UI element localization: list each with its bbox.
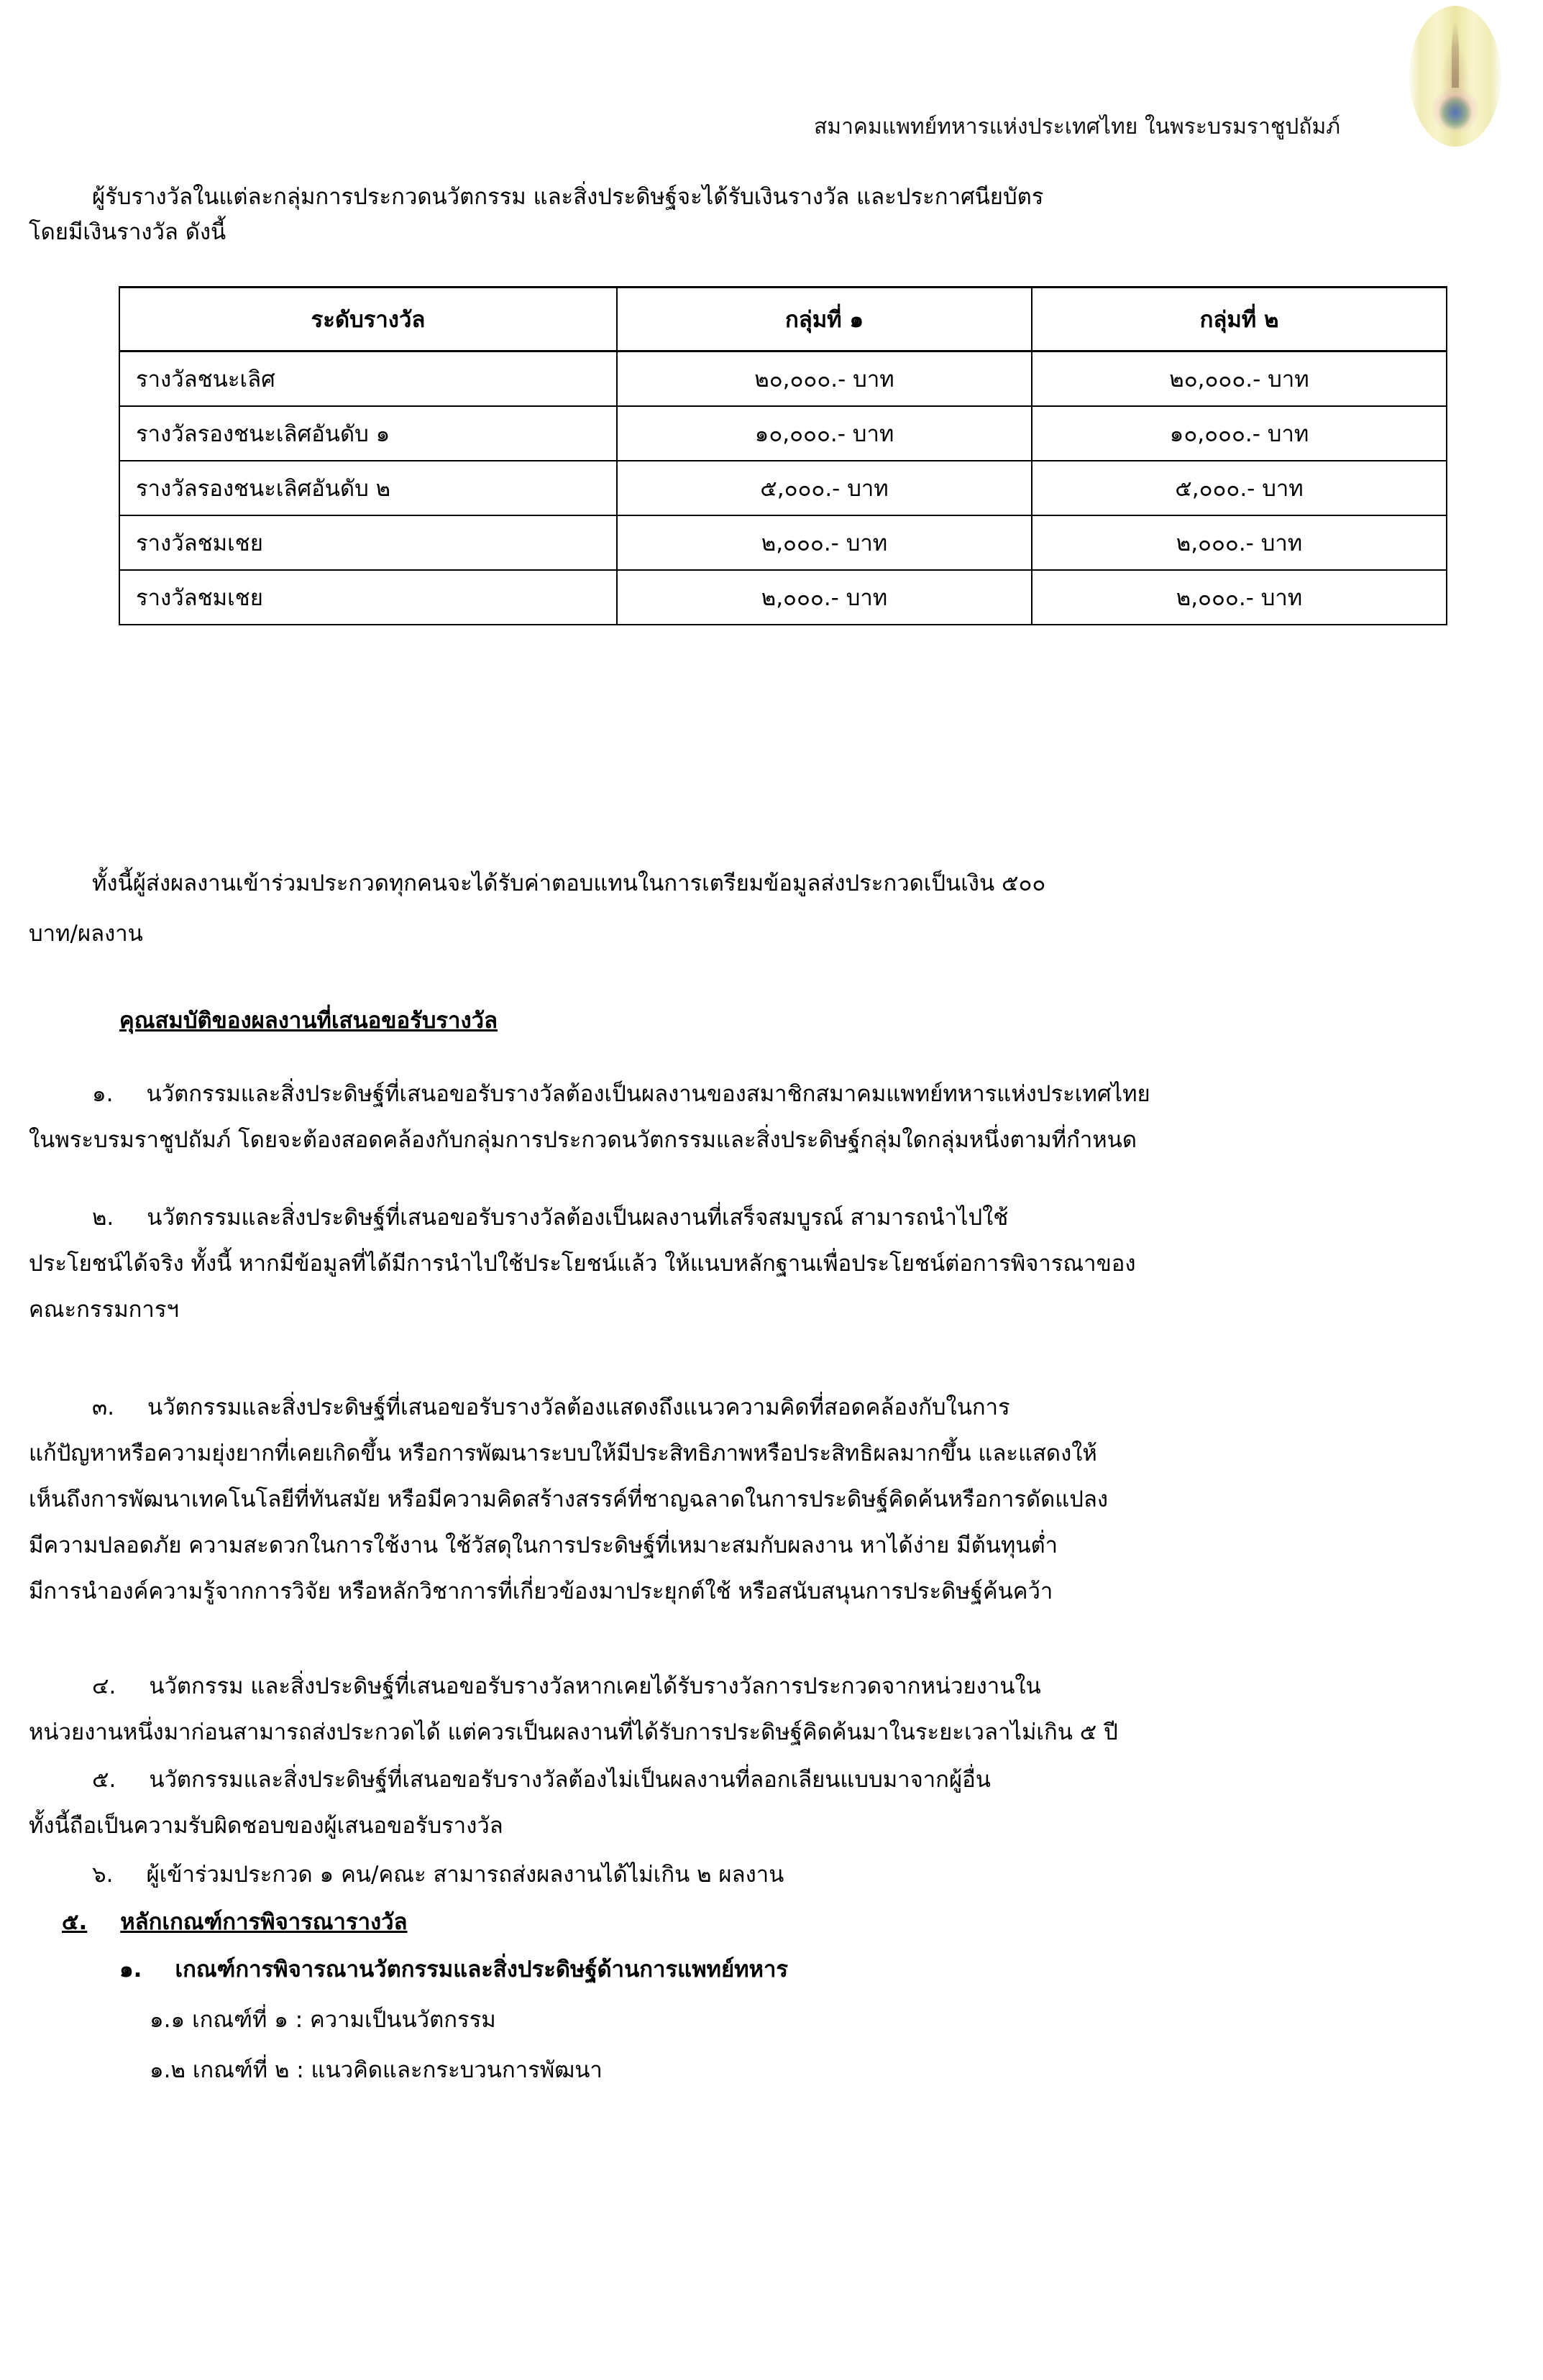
cell-level: รางวัลรองชนะเลิศอันดับ ๒ — [119, 461, 617, 515]
association-emblem-icon — [1409, 6, 1501, 147]
table-row — [119, 406, 1447, 461]
qualification-item-4-line2 — [29, 1715, 1511, 1750]
item-3-number: ๓. — [92, 1395, 115, 1420]
intro-line-1: ผู้รับรางวัลในแต่ละกลุ่มการประกวดนวัตกรรม และสิ่งประดิษฐ์จะได้รับเงินรางวัล และประกาศนียบัตร — [92, 184, 1044, 210]
cell-level: รางวัลชมเชย — [119, 570, 617, 625]
qualification-item-3-line3 — [29, 1482, 1511, 1517]
after-table-line-2: บาท/ผลงาน — [29, 921, 143, 947]
column-header-level: ระดับรางวัล — [119, 288, 617, 352]
cell-level: รางวัลชมเชย — [119, 515, 617, 570]
column-header-group2: กลุ่มที่ ๒ — [1032, 288, 1447, 352]
qualification-item-2-line2 — [29, 1246, 1511, 1282]
intro-line-2: โดยมีเงินรางวัล ดังนี้ — [29, 219, 226, 245]
cell-level: รางวัลรองชนะเลิศอันดับ ๑ — [119, 406, 617, 461]
qualification-item-2-line3 — [29, 1292, 1511, 1328]
qualification-item-5 — [29, 1763, 1511, 1798]
cell-level: รางวัลชนะเลิศ — [119, 352, 617, 407]
qualification-item-5-line2 — [29, 1809, 1511, 1844]
qualification-item-1 — [29, 1077, 1511, 1112]
cell-group1: ๒,๐๐๐.- บาท — [617, 515, 1032, 570]
item-6-number: ๖. — [92, 1862, 114, 1888]
item-5-number: ๕. — [92, 1767, 116, 1793]
page-header — [0, 0, 1543, 165]
qualification-item-4 — [29, 1669, 1511, 1704]
cell-group1: ๒๐,๐๐๐.- บาท — [617, 352, 1032, 407]
qualification-item-3 — [29, 1390, 1511, 1425]
after-table-line-1: ทั้งนี้ผู้ส่งผลงานเข้าร่วมประกวดทุกคนจะได้รับค่าตอบแทนในการเตรียมข้อมูลส่งประกวดเป็นเงิน ๕๐๐ — [92, 870, 1046, 896]
table-header-row — [119, 288, 1447, 352]
criteria-subsection-number: ๑. — [119, 1957, 142, 1982]
item-5-line-1: นวัตกรรมและสิ่งประดิษฐ์ที่เสนอขอรับรางวัลต้องไม่เป็นผลงานที่ลอกเลียนแบบมาจากผู้อื่น — [149, 1767, 991, 1793]
table-row — [119, 570, 1447, 625]
item-4-line-2: หน่วยงานหนึ่งมาก่อนสามารถส่งประกวดได้ แต่ควรเป็นผลงานที่ได้รับการประดิษฐ์คิดค้นมาในระยะเวลาไม่เกิน ๕ ปี — [29, 1719, 1118, 1745]
qualification-item-2 — [29, 1200, 1511, 1236]
table-row — [119, 515, 1447, 570]
item-1-line-1: นวัตกรรมและสิ่งประดิษฐ์ที่เสนอขอรับรางวัลต้องเป็นผลงานของสมาชิกสมาคมแพทย์ทหารแห่งประเทศไทย — [146, 1081, 1150, 1107]
item-3-line-5: มีการนำองค์ความรู้จากการวิจัย หรือหลักวิชาการที่เกี่ยวข้องมาประยุกต์ใช้ หรือสนับสนุนการประดิษฐ์ค้นคว้า — [29, 1579, 1053, 1604]
cell-group1: ๕,๐๐๐.- บาท — [617, 461, 1032, 515]
criteria-section-heading-row — [62, 1906, 408, 1938]
item-4-line-1: นวัตกรรม และสิ่งประดิษฐ์ที่เสนอขอรับรางวัลหากเคยได้รับรางวัลการประกวดจากหน่วยงานใน — [149, 1673, 1041, 1699]
item-2-line-2: ประโยชน์ได้จริง ทั้งนี้ หากมีข้อมูลที่ได้มีการนำไปใช้ประโยชน์แล้ว ให้แนบหลักฐานเพื่อประโยชน์ต่อการพิจารณาของ — [29, 1251, 1136, 1277]
cell-group1: ๒,๐๐๐.- บาท — [617, 570, 1032, 625]
criteria-subsection-heading-row — [119, 1954, 788, 1985]
item-2-line-1: นวัตกรรมและสิ่งประดิษฐ์ที่เสนอขอรับรางวัลต้องเป็นผลงานที่เสร็จสมบูรณ์ สามารถนำไปใช้ — [147, 1205, 1009, 1231]
qualification-item-1-line2 — [29, 1123, 1511, 1158]
item-3-line-1: นวัตกรรมและสิ่งประดิษฐ์ที่เสนอขอรับรางวัลต้องแสดงถึงแนวความคิดที่สอดคล้องกับในการ — [147, 1395, 1010, 1420]
prize-table-head — [119, 288, 1447, 352]
criteria-item-2: ๑.๒ เกณฑ์ที่ ๒ : แนวคิดและกระบวนการพัฒนา — [150, 2057, 603, 2083]
item-3-line-3: เห็นถึงการพัฒนาเทคโนโลยีที่ทันสมัย หรือมีความคิดสร้างสรรค์ที่ชาญฉลาดในการประดิษฐ์คิดค้นหรือการดัดแปลง — [29, 1487, 1109, 1512]
qualification-item-6 — [92, 1859, 784, 1890]
qualifications-heading: คุณสมบัติของผลงานที่เสนอขอรับรางวัล — [119, 1008, 498, 1034]
table-row — [119, 352, 1447, 407]
qualification-item-3-line4 — [29, 1528, 1511, 1563]
prize-table-body — [119, 352, 1447, 625]
item-5-line-2: ทั้งนี้ถือเป็นความรับผิดชอบของผู้เสนอขอรับรางวัล — [29, 1813, 503, 1839]
column-header-group1: กลุ่มที่ ๑ — [617, 288, 1032, 352]
item-1-line-2: ในพระบรมราชูปถัมภ์ โดยจะต้องสอดคล้องกับกลุ่มการประกวดนวัตกรรมและสิ่งประดิษฐ์กลุ่มใดกลุ่มหนึ่งตามที่กำหนด — [29, 1127, 1137, 1153]
criteria-section-number: ๕. — [62, 1909, 88, 1935]
criteria-section-heading: หลักเกณฑ์การพิจารณารางวัล — [120, 1909, 408, 1935]
item-6-line-1: ผู้เข้าร่วมประกวด ๑ คน/คณะ สามารถส่งผลงานได้ไม่เกิน ๒ ผลงาน — [146, 1862, 784, 1888]
cell-group2: ๕,๐๐๐.- บาท — [1032, 461, 1447, 515]
cell-group2: ๒๐,๐๐๐.- บาท — [1032, 352, 1447, 407]
intro-paragraph-line2 — [29, 215, 1511, 250]
after-table-paragraph — [29, 866, 1511, 901]
item-1-number: ๑. — [92, 1081, 114, 1107]
item-4-number: ๔. — [92, 1673, 116, 1699]
item-2-line-3: คณะกรรมการฯ — [29, 1297, 179, 1323]
criteria-subsection-heading: เกณฑ์การพิจารณานวัตกรรมและสิ่งประดิษฐ์ด้านการแพทย์ทหาร — [175, 1957, 789, 1982]
table-row — [119, 461, 1447, 515]
cell-group2: ๒,๐๐๐.- บาท — [1032, 515, 1447, 570]
item-3-line-2: แก้ปัญหาหรือความยุ่งยากที่เคยเกิดขึ้น หรือการพัฒนาระบบให้มีประสิทธิภาพหรือประสิทธิผลมากขึ้น และแสดงให้ — [29, 1441, 1097, 1466]
after-table-paragraph-line2 — [29, 916, 1511, 952]
cell-group1: ๑๐,๐๐๐.- บาท — [617, 406, 1032, 461]
criteria-item-1: ๑.๑ เกณฑ์ที่ ๑ : ความเป็นนวัตกรรม — [150, 2007, 496, 2033]
qualification-item-3-line5 — [29, 1574, 1511, 1609]
intro-paragraph — [29, 180, 1511, 215]
qualification-item-3-line2 — [29, 1436, 1511, 1471]
item-2-number: ๒. — [92, 1205, 114, 1231]
organization-name: สมาคมแพทย์ทหารแห่งประเทศไทย ในพระบรมราชูปถัมภ์ — [814, 114, 1340, 139]
prize-table — [119, 286, 1447, 625]
cell-group2: ๑๐,๐๐๐.- บาท — [1032, 406, 1447, 461]
cell-group2: ๒,๐๐๐.- บาท — [1032, 570, 1447, 625]
item-3-line-4: มีความปลอดภัย ความสะดวกในการใช้งาน ใช้วัสดุในการประดิษฐ์ที่เหมาะสมกับผลงาน หาได้ง่าย มีต้นทุนต่ำ — [29, 1533, 1058, 1558]
